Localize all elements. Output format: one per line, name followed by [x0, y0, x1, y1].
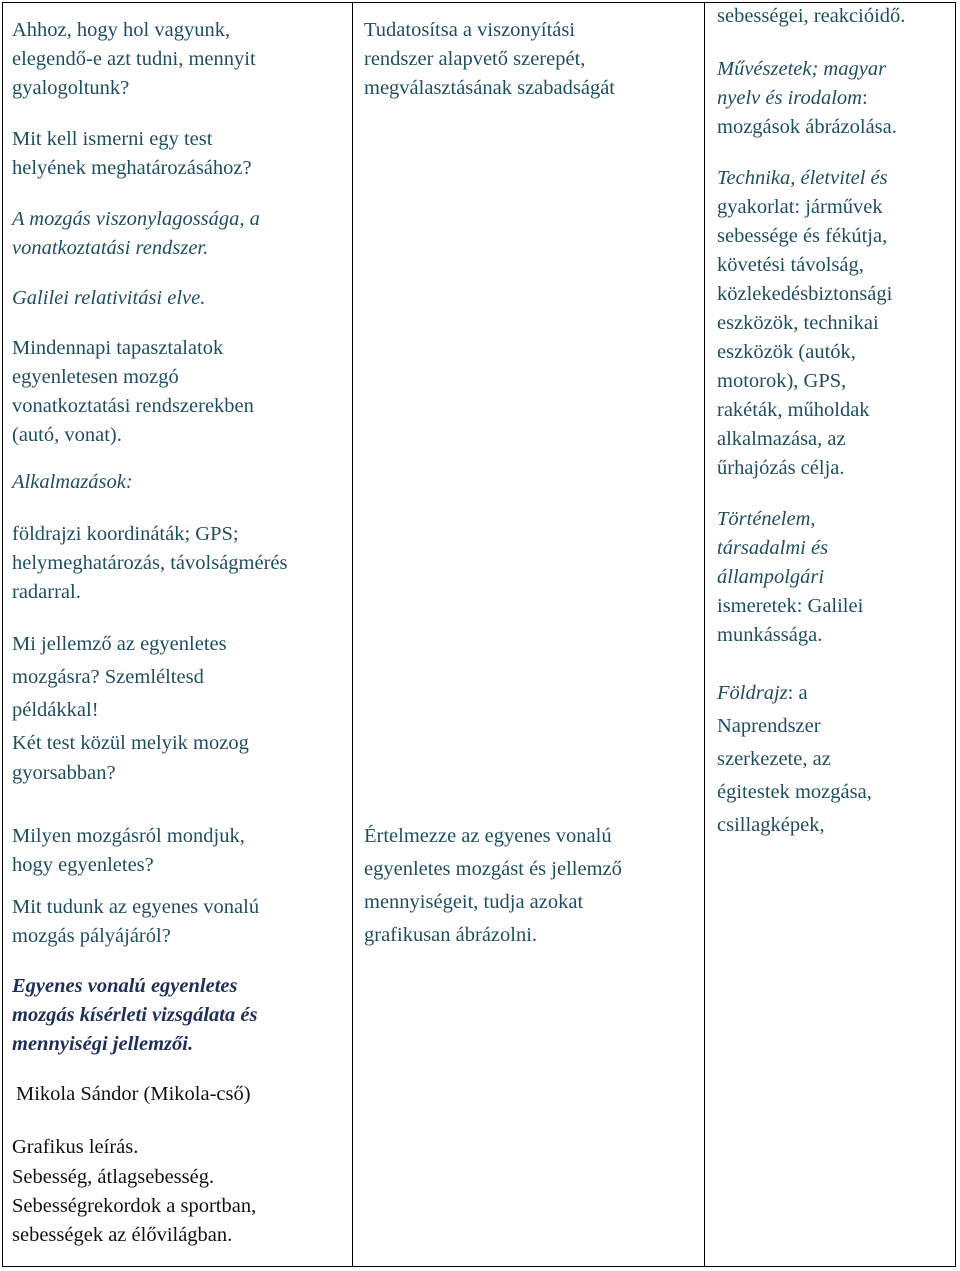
text-line: Mi jellemző az egyenletes [12, 633, 227, 655]
text-line: helyének meghatározásához? [12, 157, 252, 179]
text-line: gyorsabban? [12, 762, 116, 784]
text-line: vonatkoztatási rendszerekben [12, 395, 254, 417]
text-line: sebességei, reakcióidő. [717, 5, 906, 27]
column-connections [717, 0, 953, 1265]
text-line [717, 84, 873, 113]
text-line: vonatkoztatási rendszer. [12, 237, 209, 259]
column-goals [364, 0, 700, 1265]
text-line: rendszer alapvető szerepét, [364, 48, 586, 70]
text-line: sebességek az élővilágban. [12, 1224, 233, 1246]
text-line: állampolgári [717, 566, 825, 588]
text-line: sebessége és fékútja, [717, 225, 888, 247]
text-line: alkalmazása, az [717, 428, 846, 450]
text-line: Sebességrekordok a sportban, [12, 1195, 257, 1217]
text-line: mozgás pályájáról? [12, 925, 171, 947]
column-topics [12, 0, 348, 1265]
text-line: Grafikus leírás. [12, 1136, 139, 1158]
text-line: Két test közül melyik mozog [12, 732, 249, 754]
text-line: Milyen mozgásról mondjuk, [12, 825, 245, 847]
text-line: szerkezete, az [717, 748, 831, 770]
text-line: munkássága. [717, 624, 823, 646]
text-line: egyenletes mozgást és jellemző [364, 858, 622, 880]
text-line: Tudatosítsa a viszonyítási [364, 19, 576, 41]
text-fragment: : [861, 87, 873, 109]
text-line: követési távolság, [717, 254, 864, 276]
text-line: grafikusan ábrázolni. [364, 924, 538, 946]
text-line: mennyiségi jellemzői. [12, 1033, 194, 1055]
text-line: rakéták, műholdak [717, 399, 870, 421]
text-line: Történelem, [717, 508, 816, 530]
text-line: Mikola Sándor (Mikola-cső) [16, 1083, 251, 1105]
text-line: űrhajózás célja. [717, 457, 845, 479]
subject-name: nyelv és irodalom [717, 87, 862, 109]
text-line: elegendő-e azt tudni, mennyit [12, 48, 256, 70]
text-line: Mindennapi tapasztalatok [12, 337, 224, 359]
text-line: Naprendszer [717, 715, 821, 737]
text-line: hogy egyenletes? [12, 854, 154, 876]
text-line: társadalmi és [717, 537, 829, 559]
text-line: A mozgás viszonylagossága, a [12, 208, 260, 230]
text-line: eszközök, technikai [717, 312, 879, 334]
text-line: ismeretek: Galilei [717, 595, 864, 617]
text-line: égitestek mozgása, [717, 781, 872, 803]
text-line: mozgás kísérleti vizsgálata és [12, 1004, 258, 1026]
text-line: Értelmezze az egyenes vonalú [364, 825, 612, 847]
text-line: mozgások ábrázolása. [717, 116, 897, 138]
text-line: mozgásra? Szemléltesd [12, 666, 204, 688]
text-line: példákkal! [12, 699, 99, 721]
text-line: radarral. [12, 581, 81, 603]
text-line: helymeghatározás, távolságmérés [12, 552, 288, 574]
text-line: közlekedésbiztonsági [717, 283, 893, 305]
text-line: (autó, vonat). [12, 424, 122, 446]
text-line: Egyenes vonalú egyenletes [12, 975, 238, 997]
text-line: Galilei relativitási elve. [12, 287, 206, 309]
text-line [717, 679, 808, 708]
text-line: Sebesség, átlagsebesség. [12, 1166, 215, 1188]
text-line: Alkalmazások: [12, 471, 133, 493]
column-divider-1 [352, 2, 353, 1267]
text-line: megválasztásának szabadságát [364, 77, 616, 99]
text-line: gyakorlat: járművek [717, 196, 883, 218]
text-line: Ahhoz, hogy hol vagyunk, [12, 19, 231, 41]
text-line: mennyiségeit, tudja azokat [364, 891, 584, 913]
text-line: földrajzi koordináták; GPS; [12, 523, 239, 545]
text-fragment: : a [787, 682, 808, 704]
text-line: gyalogoltunk? [12, 77, 130, 99]
column-divider-2 [704, 2, 705, 1267]
text-line: motorok), GPS, [717, 370, 847, 392]
text-line: Mit kell ismerni egy test [12, 128, 213, 150]
text-line: csillagképek, [717, 814, 825, 836]
subject-name: Földrajz [717, 682, 788, 704]
text-line: eszközök (autók, [717, 341, 856, 363]
text-line: Mit tudunk az egyenes vonalú [12, 896, 260, 918]
text-line: Művészetek; magyar [717, 58, 887, 80]
text-line: egyenletesen mozgó [12, 366, 179, 388]
text-line: Technika, életvitel és [717, 167, 888, 189]
